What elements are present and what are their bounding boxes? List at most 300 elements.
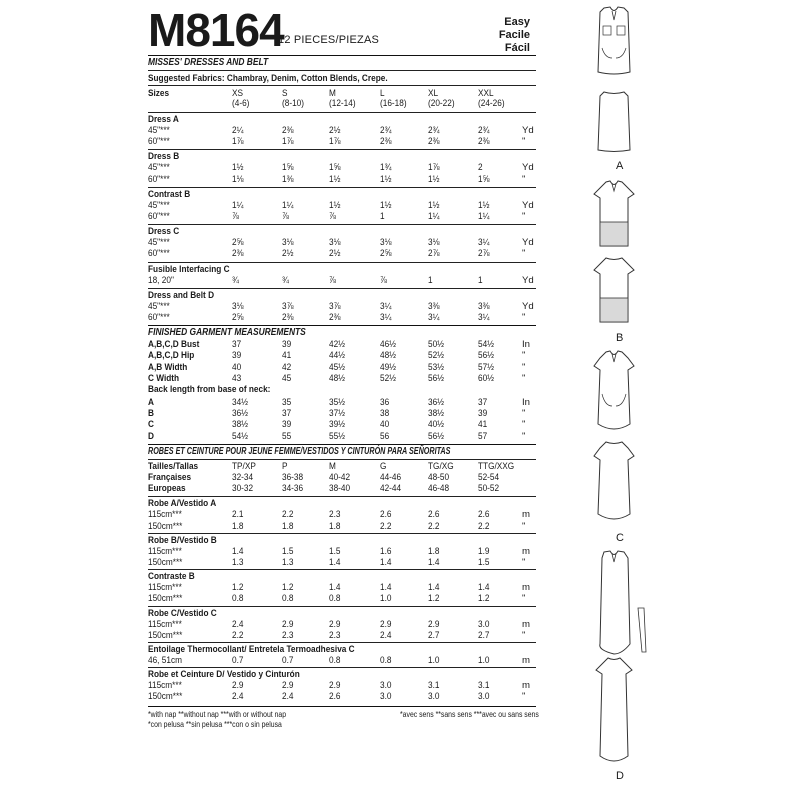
- back-length-view: D: [148, 430, 154, 442]
- metric-value: 1.5: [282, 545, 294, 557]
- yardage-value: 1½: [380, 173, 392, 185]
- yardage-value: 1¾: [380, 162, 392, 174]
- metric-value: 1.4: [329, 582, 341, 594]
- metric-value: 1.3: [282, 557, 294, 568]
- metric-value: 3.0: [380, 691, 392, 703]
- table-divider: [148, 149, 536, 150]
- yardage-value: 1½: [329, 199, 341, 211]
- fabric-width-label: 60"***: [148, 312, 170, 323]
- yardage-value: 3⅞: [282, 300, 294, 312]
- back-length-value: 39: [282, 419, 292, 431]
- yardage-value: 1½: [428, 199, 440, 211]
- metric-value: 2.2: [282, 509, 294, 521]
- metric-value: 1.2: [282, 582, 294, 594]
- yardage-value: 1: [380, 211, 385, 222]
- size-code: XXL: [478, 88, 494, 99]
- yardage-value: 3¼: [380, 300, 392, 312]
- metric-value: 1.2: [428, 593, 440, 605]
- metric-value: 2.2: [428, 520, 440, 532]
- unit-label: ": [522, 691, 526, 703]
- table-divider: [148, 85, 536, 86]
- metric-value: 2.2: [232, 629, 244, 641]
- yardage-value: 1⅝: [282, 162, 294, 174]
- metric-group-title: Entoilage Thermocollant/ Entretela Termoadhesiva C: [148, 644, 355, 655]
- measurement-value: 52½: [380, 372, 397, 384]
- metric-value: 3.0: [428, 691, 440, 703]
- yardage-value: 2⅜: [282, 312, 294, 323]
- measurement-value: 39: [282, 339, 292, 351]
- difficulty-en: Easy: [504, 16, 530, 28]
- metric-group-title: Robe B/Vestido B: [148, 534, 217, 546]
- fabric-width-label: 45"***: [148, 300, 170, 312]
- size-range: (16-18): [380, 98, 407, 109]
- pattern-number: M8164: [148, 4, 284, 56]
- yardage-value: 2⅜: [282, 125, 294, 136]
- metric-value: 2.9: [380, 618, 392, 630]
- metric-size-value: 30-32: [232, 483, 254, 495]
- metric-value: 2.7: [478, 629, 490, 641]
- metric-width-label: 115cm***: [148, 545, 182, 557]
- unit-label: In: [522, 397, 531, 408]
- metric-width-label: 115cm***: [148, 618, 182, 630]
- yardage-value: 1⅞: [428, 162, 440, 174]
- unit-label: Yd: [522, 274, 534, 286]
- fabric-group-title: Contrast B: [148, 188, 191, 200]
- view-a-back-illustration: [590, 90, 638, 159]
- unit-label: ": [522, 372, 526, 384]
- yardage-value: 1⅞: [282, 136, 294, 148]
- table-divider: [148, 70, 536, 71]
- table-divider: [148, 224, 536, 225]
- yardage-value: 2½: [282, 248, 294, 260]
- yardage-value: 2¾: [428, 125, 440, 136]
- measurement-value: 48½: [380, 350, 397, 362]
- metric-size-label: Europeas: [148, 483, 186, 495]
- metric-value: 0.8: [232, 593, 244, 605]
- metric-size-value: 52-54: [478, 472, 500, 483]
- back-length-view: A: [148, 397, 154, 408]
- metric-size-value: 48-50: [428, 472, 450, 483]
- footnote-en: *with nap **without nap ***with or without nap: [148, 709, 287, 719]
- table-divider: [148, 496, 536, 497]
- metric-value: 1.4: [428, 582, 440, 594]
- unit-label: ": [522, 173, 526, 185]
- metric-value: 2.6: [329, 691, 341, 703]
- metric-value: 1.0: [428, 655, 440, 666]
- table-divider: [148, 262, 536, 263]
- yardage-value: ⅞: [232, 211, 239, 222]
- yardage-value: 1¼: [232, 199, 244, 211]
- metric-value: 1.2: [478, 593, 490, 605]
- measurement-value: 53½: [428, 361, 445, 373]
- fabric-group-title: Dress A: [148, 114, 179, 125]
- unit-label: m: [522, 680, 530, 692]
- measurement-value: 54½: [478, 339, 495, 351]
- fabric-width-label: 45"***: [148, 199, 170, 211]
- back-length-view: C: [148, 419, 154, 431]
- unit-label: m: [522, 545, 530, 557]
- difficulty-es: Fácil: [504, 42, 530, 54]
- unit-label: Yd: [522, 237, 534, 249]
- yardage-value: ¾: [232, 274, 239, 286]
- fabric-width-label: 60"***: [148, 173, 170, 185]
- back-length-value: 55: [282, 430, 292, 442]
- yardage-value: 2⅜: [478, 136, 490, 148]
- measurement-value: 57½: [478, 361, 495, 373]
- yardage-value: 1½: [478, 199, 490, 211]
- measurement-value: 41: [282, 350, 292, 362]
- metric-value: 2.6: [478, 509, 490, 521]
- yardage-value: 1¼: [428, 211, 440, 222]
- metric-size-value: 32-34: [232, 472, 254, 483]
- metric-value: 2.9: [329, 618, 341, 630]
- size-code: L: [380, 88, 385, 99]
- back-length-value: 34½: [232, 397, 249, 408]
- metric-group-title: Robe A/Vestido A: [148, 498, 217, 510]
- metric-width-label: 115cm***: [148, 582, 182, 594]
- yardage-value: 1: [428, 274, 433, 286]
- fabric-width-label: 45"***: [148, 125, 170, 136]
- yardage-value: 3⅛: [428, 237, 440, 249]
- metric-value: 0.8: [329, 593, 341, 605]
- yardage-value: 2⅞: [478, 248, 490, 260]
- unit-label: m: [522, 618, 530, 630]
- metric-value: 1.8: [282, 520, 294, 532]
- unit-label: m: [522, 509, 530, 521]
- measurement-value: 48½: [329, 372, 346, 384]
- view-label-a: A: [616, 160, 624, 172]
- back-length-value: 37½: [329, 408, 346, 420]
- yardage-value: 3⅛: [232, 300, 244, 312]
- metric-value: 1.4: [232, 545, 244, 557]
- unit-label: ": [522, 350, 526, 362]
- fabric-width-label: 60"***: [148, 211, 170, 222]
- back-length-value: 38½: [428, 408, 445, 420]
- metric-value: 2.4: [380, 629, 392, 641]
- yardage-value: 2⅝: [232, 237, 244, 249]
- measurement-value: 49½: [380, 361, 397, 373]
- measurement-value: 43: [232, 372, 242, 384]
- metric-size-value: G: [380, 460, 387, 472]
- unit-label: ": [522, 520, 526, 532]
- table-divider: [148, 288, 536, 289]
- measurement-value: 42: [282, 361, 292, 373]
- fabric-group-title: Fusible Interfacing C: [148, 263, 230, 275]
- metric-size-value: 38-40: [329, 483, 351, 495]
- yardage-value: ¾: [282, 274, 289, 286]
- unit-label: ": [522, 430, 526, 442]
- back-length-value: 41: [478, 419, 488, 431]
- yardage-value: 2⅜: [428, 136, 440, 148]
- unit-label: Yd: [522, 199, 534, 211]
- measurement-value: 40: [232, 361, 242, 373]
- metric-section-title: ROBES ET CEINTURE POUR JEUNE FEMME/VESTIDOS Y CINTURÓN PARA SEÑORITAS: [148, 445, 451, 457]
- metric-size-label: Tailles/Tallas: [148, 460, 199, 472]
- back-length-value: 55½: [329, 430, 346, 442]
- yardage-value: 3⅛: [380, 237, 392, 249]
- unit-label: ": [522, 248, 526, 260]
- yardage-value: 1½: [232, 162, 244, 174]
- unit-label: ": [522, 211, 526, 222]
- back-length-value: 36½: [428, 397, 445, 408]
- back-length-view: B: [148, 408, 154, 420]
- metric-value: 2.9: [232, 680, 244, 692]
- yardage-value: 2⅜: [329, 312, 341, 323]
- measurement-value: 56½: [428, 372, 445, 384]
- metric-size-value: TTG/XXG: [478, 460, 515, 472]
- metric-value: 1.6: [380, 545, 392, 557]
- back-length-value: 57: [478, 430, 488, 442]
- measurement-label: A,B,C,D Bust: [148, 339, 200, 351]
- yardage-value: 1⅜: [282, 173, 294, 185]
- metric-value: 3.1: [478, 680, 490, 692]
- unit-label: ": [522, 419, 526, 431]
- measurement-value: 60½: [478, 372, 495, 384]
- back-length-value: 38: [380, 408, 390, 420]
- back-length-value: 40½: [428, 419, 445, 431]
- table-divider: [148, 642, 536, 643]
- view-d-front-illustration: [592, 550, 652, 663]
- view-d-back-illustration: [592, 656, 640, 773]
- yardage-value: 2½: [329, 125, 341, 136]
- fabric-width-label: 60"***: [148, 136, 170, 148]
- back-length-value: 40: [380, 419, 390, 431]
- table-divider: [148, 459, 536, 460]
- yardage-value: ⅞: [329, 274, 336, 286]
- metric-value: 3.0: [478, 618, 490, 630]
- metric-size-value: TP/XP: [232, 460, 256, 472]
- metric-group-title: Robe et Ceinture D/ Vestido y Cinturón: [148, 669, 300, 681]
- yardage-value: 2½: [329, 248, 341, 260]
- metric-size-value: 36-38: [282, 472, 304, 483]
- measurement-value: 46½: [380, 339, 397, 351]
- metric-value: 2.6: [428, 509, 440, 521]
- metric-value: 2.9: [428, 618, 440, 630]
- metric-size-value: TG/XG: [428, 460, 454, 472]
- table-divider: [148, 706, 536, 707]
- metric-size-value: 50-52: [478, 483, 500, 495]
- fabric-width-label: 45"***: [148, 237, 170, 249]
- metric-size-value: P: [282, 460, 288, 472]
- metric-value: 0.8: [380, 655, 392, 666]
- section-title: MISSES' DRESSES AND BELT: [148, 57, 269, 68]
- size-code: S: [282, 88, 288, 99]
- yardage-value: 2¾: [380, 125, 392, 136]
- metric-value: 1.4: [329, 557, 341, 568]
- yardage-value: 1⅞: [232, 136, 244, 148]
- size-range: (4-6): [232, 98, 250, 109]
- metric-width-label: 150cm***: [148, 629, 183, 641]
- sizes-label: Sizes: [148, 88, 170, 99]
- yardage-value: 1¼: [478, 211, 490, 222]
- fabric-group-title: Dress and Belt D: [148, 289, 215, 301]
- metric-value: 2.2: [380, 520, 392, 532]
- unit-label: m: [522, 582, 530, 594]
- back-length-label: Back length from base of neck:: [148, 384, 271, 395]
- measurement-label: A,B,C,D Hip: [148, 350, 195, 362]
- yardage-value: 3¼: [380, 312, 392, 323]
- measurement-value: 37: [232, 339, 242, 351]
- yardage-value: 3⅞: [329, 300, 341, 312]
- view-c-back-illustration: [588, 440, 640, 529]
- yardage-value: 3⅛: [329, 237, 341, 249]
- metric-value: 1.8: [428, 545, 440, 557]
- metric-value: 2.4: [232, 618, 244, 630]
- size-range: (8-10): [282, 98, 305, 109]
- back-length-value: 36½: [232, 408, 249, 420]
- back-length-value: 36: [380, 397, 390, 408]
- metric-value: 2.2: [478, 520, 490, 532]
- back-length-value: 35: [282, 397, 292, 408]
- yardage-value: ⅞: [329, 211, 336, 222]
- table-divider: [148, 325, 536, 326]
- metric-value: 2.4: [232, 691, 244, 703]
- table-divider: [148, 606, 536, 607]
- unit-label: ": [522, 557, 526, 568]
- yardage-value: 1¼: [282, 199, 294, 211]
- measurement-value: 39: [232, 350, 242, 362]
- view-c-front-illustration: [588, 350, 640, 439]
- unit-label: ": [522, 408, 526, 420]
- yardage-value: 3⅜: [478, 300, 490, 312]
- back-length-value: 38½: [232, 419, 249, 431]
- measurement-label: C Width: [148, 372, 180, 384]
- measurement-value: 56½: [478, 350, 495, 362]
- yardage-value: ⅞: [282, 211, 289, 222]
- size-code: XS: [232, 88, 244, 99]
- metric-group-title: Contraste B: [148, 571, 195, 583]
- metric-value: 1.5: [329, 545, 341, 557]
- metric-value: 2.3: [282, 629, 294, 641]
- metric-value: 2.3: [329, 509, 341, 521]
- metric-value: 1.2: [232, 582, 244, 594]
- view-b-front-illustration: [590, 180, 638, 253]
- yardage-value: 1⅞: [329, 136, 341, 148]
- metric-value: 1.4: [380, 557, 392, 568]
- back-length-value: 37: [478, 397, 488, 408]
- unit-label: ": [522, 593, 526, 605]
- metric-value: 1.4: [380, 582, 392, 594]
- metric-value: 1.4: [428, 557, 440, 568]
- metric-value: 1.3: [232, 557, 244, 568]
- difficulty-fr: Facile: [498, 29, 530, 41]
- unit-label: ": [522, 136, 526, 148]
- yardage-value: 2⅝: [380, 248, 392, 260]
- size-range: (12-14): [329, 98, 356, 109]
- view-label-b: B: [616, 332, 624, 344]
- unit-label: Yd: [522, 125, 534, 136]
- measurement-value: 52½: [428, 350, 445, 362]
- unit-label: ": [522, 629, 526, 641]
- yardage-value: 2⅞: [428, 248, 440, 260]
- metric-value: 2.6: [380, 509, 392, 521]
- footnote-fr: *avec sens **sans sens ***avec ou sans sens: [400, 709, 539, 719]
- yardage-value: 1½: [380, 199, 392, 211]
- yardage-value: 3⅛: [282, 237, 294, 249]
- yardage-value: 1⅝: [329, 162, 341, 174]
- measurement-value: 44½: [329, 350, 346, 362]
- measurement-value: 45½: [329, 361, 346, 373]
- metric-value: 0.8: [329, 655, 341, 666]
- metric-value: 2.3: [329, 629, 341, 641]
- yardage-value: ⅞: [380, 274, 387, 286]
- metric-size-value: 40-42: [329, 472, 351, 483]
- back-length-value: 39: [478, 408, 488, 420]
- metric-value: 3.1: [428, 680, 440, 692]
- metric-value: 1.8: [329, 520, 341, 532]
- metric-value: 3.0: [478, 691, 490, 703]
- footnote-es: *con pelusa **sin pelusa ***con o sin pelusa: [148, 719, 282, 729]
- yardage-value: 3¼: [478, 312, 490, 323]
- metric-value: 0.7: [282, 655, 294, 666]
- metric-value: 1.9: [478, 545, 490, 557]
- metric-width-label: 150cm***: [148, 593, 183, 605]
- metric-size-label: Françaises: [148, 472, 192, 483]
- table-divider: [148, 533, 536, 534]
- view-label-c: C: [616, 532, 624, 544]
- metric-size-value: 34-36: [282, 483, 304, 495]
- size-code: M: [329, 88, 336, 99]
- fabric-width-label: 18, 20": [148, 274, 174, 286]
- metric-value: 2.7: [428, 629, 440, 641]
- metric-width-label: 150cm***: [148, 520, 183, 532]
- yardage-value: 1⅛: [232, 173, 244, 185]
- metric-group-title: Robe C/Vestido C: [148, 607, 217, 619]
- table-divider: [148, 444, 536, 445]
- metric-value: 2.1: [232, 509, 244, 521]
- metric-value: 0.7: [232, 655, 244, 666]
- fabric-width-label: 45"***: [148, 162, 170, 174]
- measurement-value: 45: [282, 372, 292, 384]
- table-divider: [148, 55, 536, 56]
- yardage-value: 2: [478, 162, 483, 174]
- back-length-value: 37: [282, 408, 292, 420]
- yardage-value: 2¼: [232, 125, 244, 136]
- measurement-label: A,B Width: [148, 361, 188, 373]
- size-range: (20-22): [428, 98, 455, 109]
- table-divider: [148, 569, 536, 570]
- yardage-value: 3¼: [428, 312, 440, 323]
- metric-value: 1.4: [478, 582, 490, 594]
- metric-value: 2.9: [329, 680, 341, 692]
- metric-width-label: 115cm***: [148, 680, 182, 692]
- metric-value: 3.0: [380, 680, 392, 692]
- metric-width-label: 115cm***: [148, 509, 182, 521]
- yardage-value: 1½: [329, 173, 341, 185]
- metric-size-value: 44-46: [380, 472, 402, 483]
- finished-measurements-title: FINISHED GARMENT MEASUREMENTS: [148, 327, 306, 339]
- yardage-value: 1: [478, 274, 483, 286]
- table-divider: [148, 112, 536, 113]
- yardage-value: 1⅝: [478, 173, 490, 185]
- unit-label: In: [522, 339, 531, 351]
- fabric-group-title: Dress C: [148, 226, 180, 238]
- yardage-value: 3⅜: [428, 300, 440, 312]
- back-length-value: 56: [380, 430, 390, 442]
- suggested-fabrics: Suggested Fabrics: Chambray, Denim, Cotton Blends, Crepe.: [148, 73, 388, 84]
- metric-width-label: 150cm***: [148, 691, 183, 703]
- metric-size-value: 46-48: [428, 483, 450, 495]
- fabric-group-title: Dress B: [148, 151, 180, 163]
- metric-value: 1.0: [380, 593, 392, 605]
- unit-label: ": [522, 312, 526, 323]
- fabric-width-label: 60"***: [148, 248, 170, 260]
- metric-value: 1.5: [478, 557, 490, 568]
- yardage-value: 2⅝: [232, 312, 244, 323]
- metric-value: 1.8: [232, 520, 244, 532]
- size-range: (24-26): [478, 98, 505, 109]
- yardage-value: 2⅜: [380, 136, 392, 148]
